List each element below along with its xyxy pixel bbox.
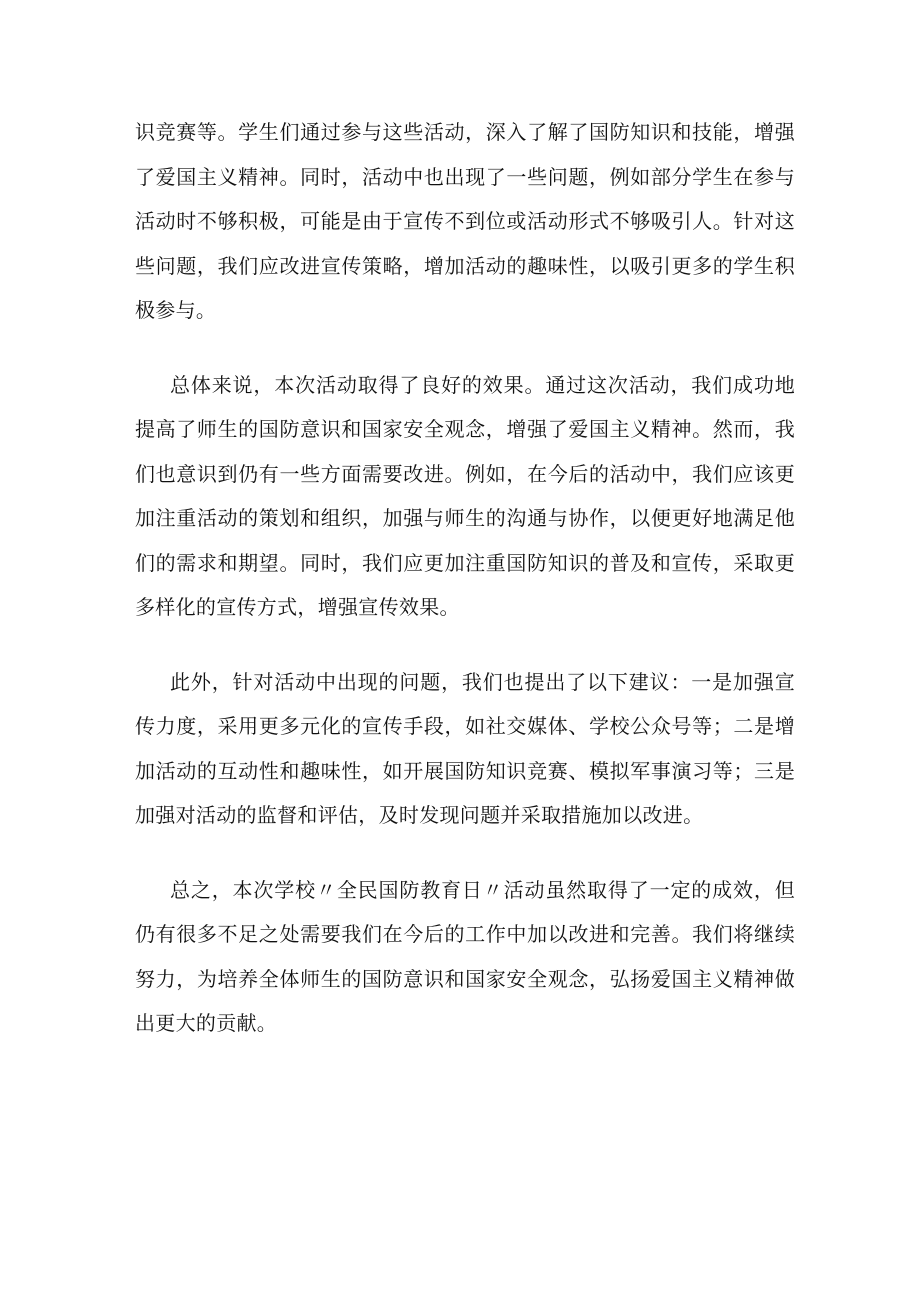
paragraph-conclusion: 总之，本次学校〃全民国防教育日〃活动虽然取得了一定的成效，但仍有很多不足之处需要我们在今后的工作中加以改进和完善。我们将继续努力，为培养全体师生的国防意识和国家安全观念，弘扬爱国主义精神做出更大的贡献。 bbox=[135, 877, 795, 1035]
paragraph-summary: 总体来说，本次活动取得了良好的效果。通过这次活动，我们成功地提高了师生的国防意识和国家安全观念，增强了爱国主义精神。然而，我们也意识到仍有一些方面需要改进。例如，在今后的活动中，我们应该更加注重活动的策划和组织，加强与师生的沟通与协作，以便更好地满足他们的需求和期望。同时，我们应更加注重国防知识的普及和宣传，采取更多样化的宣传方式，增强宣传效果。 bbox=[135, 372, 795, 619]
paragraph-continuation: 识竞赛等。学生们通过参与这些活动，深入了解了国防知识和技能，增强了爱国主义精神。同时，活动中也出现了一些问题，例如部分学生在参与活动时不够积极，可能是由于宣传不到位或活动形式不够吸引人。针对这些问题，我们应改进宣传策略，增加活动的趣味性，以吸引更多的学生积极参与。 bbox=[135, 120, 795, 322]
paragraph-suggestions: 此外，针对活动中出现的问题，我们也提出了以下建议：一是加强宣传力度，采用更多元化的宣传手段，如社交媒体、学校公众号等；二是增加活动的互动性和趣味性，如开展国防知识竞赛、模拟军事演习等；三是加强对活动的监督和评估，及时发现问题并采取措施加以改进。 bbox=[135, 669, 795, 827]
document-body bbox=[135, 110, 795, 1076]
